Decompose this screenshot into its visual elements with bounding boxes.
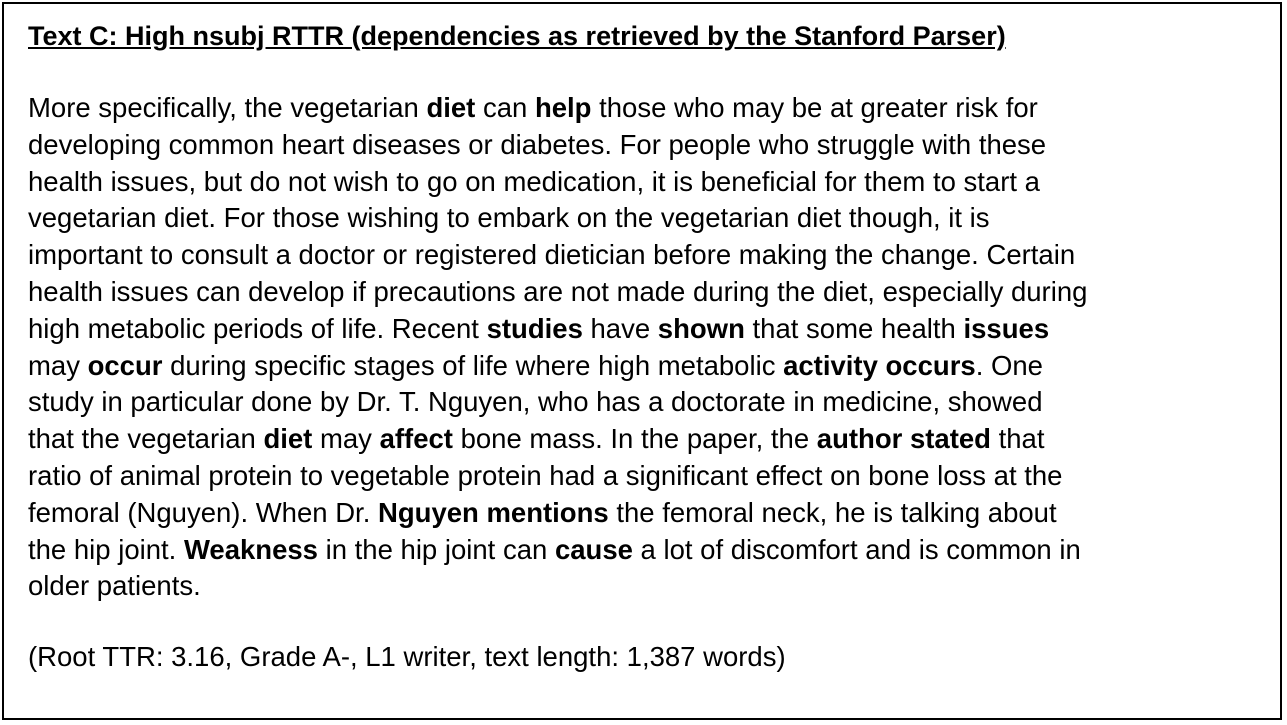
paragraph-line (28, 200, 1278, 237)
text-segment: may (28, 349, 88, 381)
text-segment: More specifically, the vegetarian (28, 92, 427, 123)
text-segment: study in particular done by Dr. T. Nguyen, who has a doctorate in medicine, showed (28, 386, 1043, 418)
paragraph-line (28, 90, 1278, 127)
text-segment: the hip joint. (28, 533, 184, 565)
bold-term: cause (554, 533, 633, 565)
text-segment: can (475, 92, 535, 123)
paragraph-line (28, 384, 1278, 421)
paragraph-line (28, 495, 1278, 532)
paragraph-line (28, 348, 1278, 385)
text-segment: during specific stages of life where high metabolic (162, 349, 784, 381)
bold-term: diet (263, 423, 313, 455)
text-segment: high metabolic periods of life. Recent (28, 312, 487, 344)
text-segment: a lot of discomfort and is common in (632, 533, 1081, 565)
text-segment: have (582, 312, 658, 344)
paragraph-line (28, 568, 1278, 605)
text-segment: health issues can develop if precautions are not made during the diet, especially during (28, 275, 1088, 307)
text-segment: bone mass. In the paper, the (452, 423, 817, 455)
paragraph-line (28, 127, 1278, 164)
text-segment: that the vegetarian (28, 423, 264, 455)
bold-term: author stated (816, 423, 991, 455)
text-segment: the femoral neck, he is talking about (608, 496, 1057, 528)
bold-term: shown (657, 312, 745, 344)
paragraph-line (28, 311, 1278, 348)
text-segment: older patients. (28, 570, 201, 602)
text-box-content (28, 18, 1278, 676)
text-segment: that some health (744, 312, 964, 344)
paragraph-line (28, 532, 1278, 569)
text-segment: may (312, 423, 380, 455)
bold-term: affect (379, 423, 453, 455)
text-segment: vegetarian diet. For those wishing to embark on the vegetarian diet though, it is (28, 202, 990, 234)
paragraph-line (28, 458, 1278, 495)
text-box-frame (2, 2, 1282, 720)
text-segment: important to consult a doctor or registered dietician before making the change. Certain (28, 239, 1076, 271)
text-metadata: (Root TTR: 3.16, Grade A-, L1 writer, text length: 1,387 words) (28, 641, 786, 673)
text-segment: ratio of animal protein to vegetable protein had a significant effect on bone loss at the (28, 459, 1063, 491)
paragraph-line (28, 274, 1278, 311)
text-segment: that (990, 423, 1045, 455)
paragraph-line (28, 237, 1278, 274)
bold-term: help (534, 92, 592, 123)
text-segment: those who may be at greater risk for (591, 92, 1038, 123)
bold-term: Nguyen mentions (377, 496, 609, 528)
bold-term: Weakness (183, 533, 318, 565)
text-segment: femoral (Nguyen). When Dr. (28, 496, 378, 528)
text-segment: health issues, but do not wish to go on medication, it is beneficial for them to start a (28, 165, 1040, 197)
paragraph-line (28, 421, 1278, 458)
bold-term: diet (426, 92, 476, 123)
text-segment: in the hip joint can (317, 533, 555, 565)
bold-term: activity occurs (783, 349, 976, 381)
text-segment: developing common heart diseases or diabetes. For people who struggle with these (28, 128, 1047, 160)
essay-paragraph (28, 90, 1278, 605)
bold-term: studies (486, 312, 583, 344)
paragraph-line (28, 164, 1278, 201)
text-segment: . One (975, 349, 1043, 381)
bold-term: issues (963, 312, 1050, 344)
bold-term: occur (87, 349, 163, 381)
box-title: Text C: High nsubj RTTR (dependencies as retrieved by the Stanford Parser) (28, 21, 1006, 51)
